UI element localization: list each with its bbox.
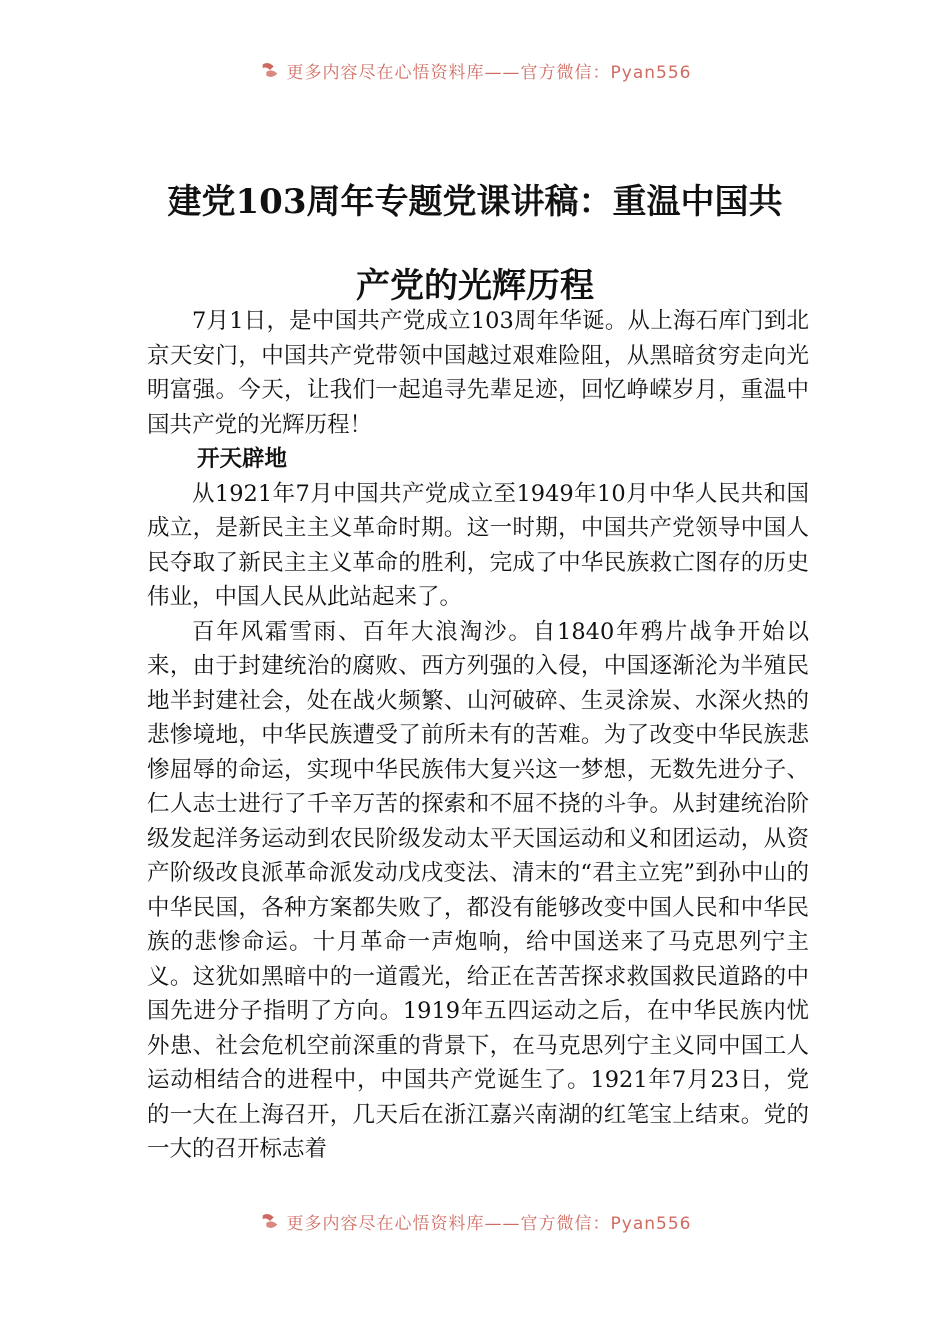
watermark-footer: [0, 1208, 950, 1234]
title-line-1: 建党103周年专题党课讲稿：重温中国共: [167, 182, 783, 222]
body-paragraph-2: 百年风霜雪雨、百年大浪淘沙。自1840年鸦片战争开始以来，由于封建统治的腐败、西方列强的入侵，中国逐渐沦为半殖民地半封建社会，处在战火频繁、山河破碎、生灵涂炭、水深火热的悲惨境地，中华民族遭受了前所未有的苦难。为了改变中华民族悲惨屈辱的命运，实现中华民族伟大复兴这一梦想，无数先进分子、仁人志士进行了千辛万苦的探索和不屈不挠的斗争。从封建统治阶级发起洋务运动到农民阶级发动太平天国运动和义和团运动，从资产阶级改良派革命派发动戊戌变法、清末的“君主立宪”到孙中山的中华民国，各种方案都失败了，都没有能够改变中国人民和中华民族的悲惨命运。十月革命一声炮响，给中国送来了马克思列宁主义。这犹如黑暗中的一道霞光，给正在苦苦探求救国救民道路的中国先进分子指明了方向。1919年五四运动之后，在中华民族内忧外患、社会危机空前深重的背景下，在马克思列宁主义同中国工人运动相结合的进程中，中国共产党诞生了。1921年7月23日，党的一大在上海召开，几天后在浙江嘉兴南湖的红笔宝上结束。党的一大的召开标志着: [147, 618, 809, 1162]
watermark-text: 更多内容尽在心悟资料库——官方微信：Pyan556: [286, 1213, 692, 1234]
watermark-logo-icon: [259, 1210, 281, 1232]
document-body: [147, 304, 809, 1167]
document-title: [140, 160, 810, 328]
section-heading: 开天辟地: [197, 446, 288, 472]
watermark-logo-icon: [259, 59, 281, 81]
body-paragraph-1: 从1921年7月中国共产党成立至1949年10月中华人民共和国成立，是新民主主义革命时期。这一时期，中国共产党领导中国人民夺取了新民主主义革命的胜利，完成了中华民族救亡图存的历史伟业，中国人民从此站起来了。: [147, 480, 809, 610]
title-line-2: 产党的光辉历程: [356, 266, 594, 306]
intro-paragraph: 7月1日，是中国共产党成立103周年华诞。从上海石库门到北京天安门，中国共产党带领中国越过艰难险阻，从黑暗贫穷走向光明富强。今天，让我们一起追寻先辈足迹，回忆峥嵘岁月，重温中国共产党的光辉历程！: [147, 308, 809, 438]
watermark-header: [0, 57, 950, 83]
watermark-text: 更多内容尽在心悟资料库——官方微信：Pyan556: [286, 62, 692, 83]
